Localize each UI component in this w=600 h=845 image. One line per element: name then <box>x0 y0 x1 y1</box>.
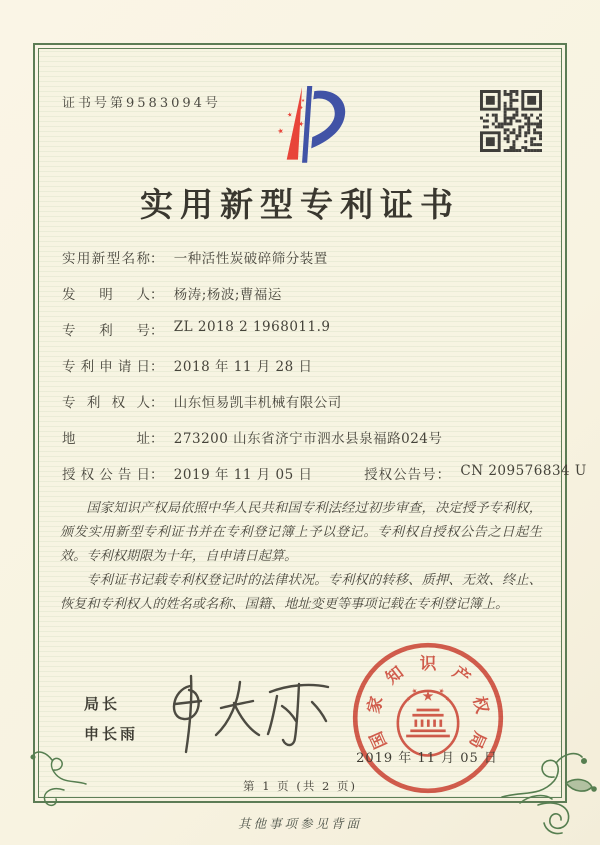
field-row-patent-number <box>62 319 548 355</box>
field-colon: ： <box>150 359 164 375</box>
seal-char: 产 <box>449 661 475 688</box>
certificate-number: 证书号第9583094号 <box>62 96 221 111</box>
page-indicator: 第 1 页 (共 2 页) <box>243 779 357 793</box>
field-value: 2019 年 11 月 05 日 <box>173 467 313 483</box>
field-row-inventors <box>62 283 548 319</box>
field-value: 杨涛;杨波;曹福运 <box>173 287 282 303</box>
legal-paragraph-1: 国家知识产权局依照中华人民共和国专利法经过初步审查，决定授予专利权，颁发实用新型专利证书并在专利登记簿上予以登记。专利权自授权公告之日起生效。专利权期限为十年，自申请日起算。 <box>60 501 542 565</box>
field-value-grant-number: CN 209576834 U <box>460 463 587 479</box>
field-value: 2018 年 11 月 28 日 <box>173 359 313 375</box>
field-label: 专利权人 <box>62 395 150 411</box>
back-side-note: 其他事项参见背面 <box>237 816 362 831</box>
seal-char: 识 <box>419 653 437 674</box>
field-colon: ： <box>150 323 164 339</box>
field-label: 专利申请日 <box>62 359 150 375</box>
seal-char: 知 <box>381 661 407 688</box>
field-row-address <box>62 427 548 463</box>
legal-text <box>60 497 542 617</box>
field-colon: ： <box>150 287 164 303</box>
cnipa-logo-icon <box>248 84 352 176</box>
field-colon: ： <box>150 395 164 411</box>
field-label: 地址 <box>62 431 150 447</box>
field-value: 273200 山东省济宁市泗水县泉福路024号 <box>173 431 443 447</box>
field-colon: ： <box>150 251 164 267</box>
certificate-title: 实用新型专利证书 <box>140 185 460 224</box>
field-label: 发明人 <box>62 287 150 303</box>
seal-date: 2019 年 11 月 05 日 <box>356 751 498 766</box>
legal-paragraph-2: 专利证书记载专利权登记时的法律状况。专利权的转移、质押、无效、终止、恢复和专利权人的姓名或名称、国籍、地址变更等事项记载在专利登记簿上。 <box>60 573 542 613</box>
seal-char: 国 <box>365 728 391 752</box>
commissioner-title: 局长 <box>84 695 121 713</box>
cnipa-official-seal <box>350 640 506 796</box>
field-colon: ： <box>150 431 164 447</box>
field-list <box>62 247 587 499</box>
field-label: 授权公告日 <box>62 467 150 483</box>
national-emblem-icon <box>398 688 458 756</box>
seal-char: 权 <box>469 694 493 716</box>
commissioner-name: 申长雨 <box>84 725 139 743</box>
corner-ornament-icon <box>26 740 88 812</box>
field-colon: ： <box>150 467 164 483</box>
qr-code-icon <box>480 90 542 152</box>
field-value: ZL 2018 2 1968011.9 <box>173 319 331 335</box>
seal-char: 局 <box>465 728 491 752</box>
field-row-invention-name <box>62 247 548 283</box>
field-label-grant-number: 授权公告号 <box>364 467 437 483</box>
field-row-grant-date-and-number <box>62 463 587 499</box>
field-row-patentee <box>62 391 548 427</box>
field-value: 山东恒易凯丰机械有限公司 <box>173 395 342 411</box>
field-colon: ： <box>436 467 451 483</box>
seal-char: 家 <box>363 694 387 716</box>
field-label: 实用新型名称 <box>62 251 150 267</box>
field-value: 一种活性炭破碎筛分装置 <box>173 251 328 267</box>
field-label: 专利号 <box>62 323 150 339</box>
commissioner-signature <box>158 672 343 760</box>
field-row-filing-date <box>62 355 548 391</box>
